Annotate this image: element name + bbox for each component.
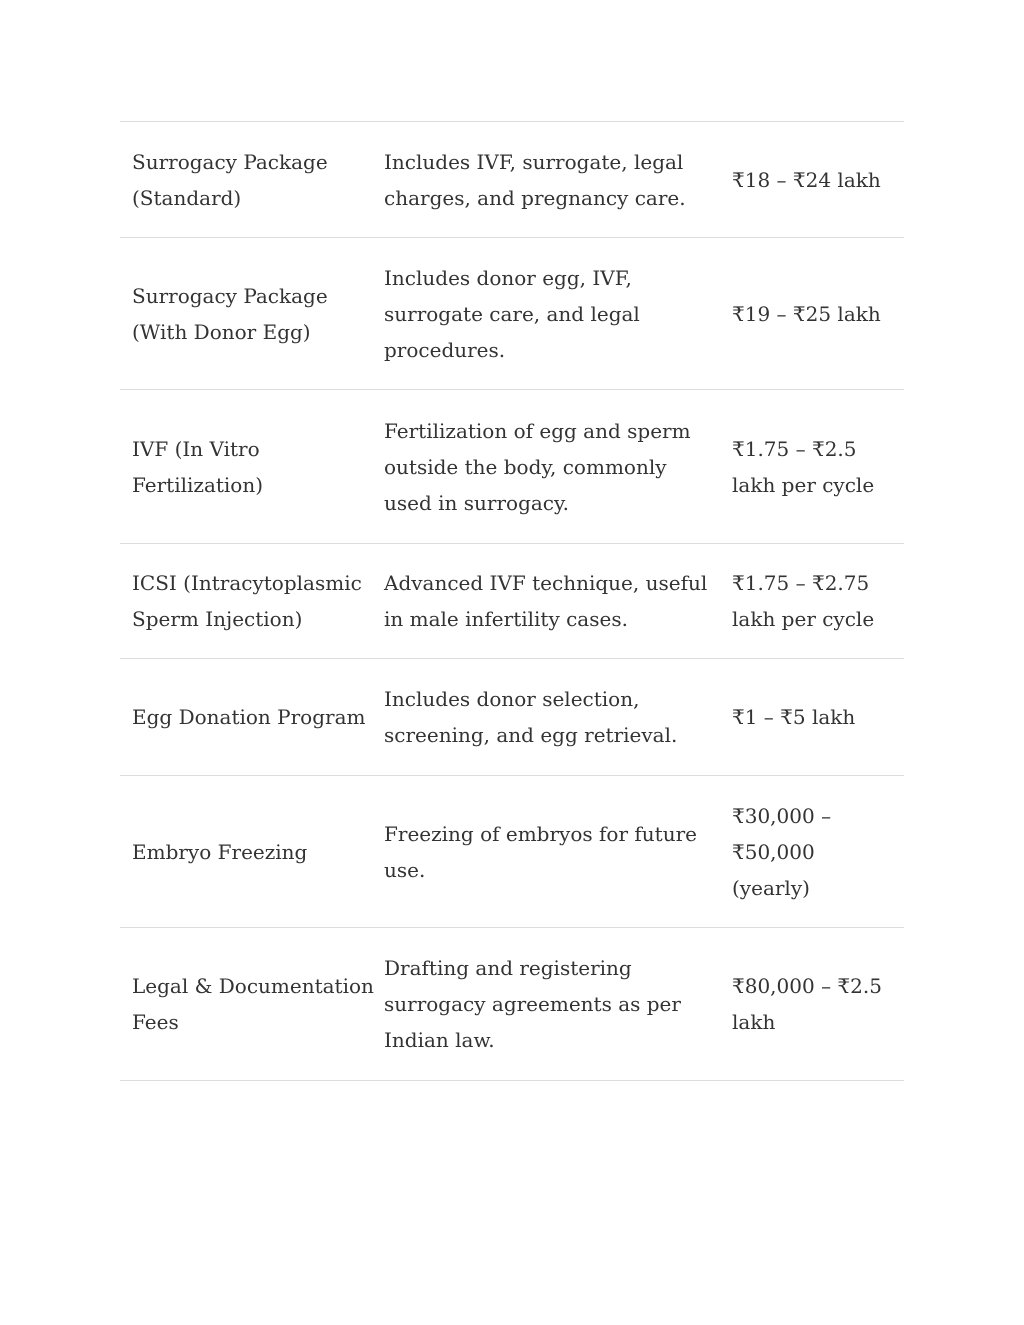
service-description: Includes donor egg, IVF, surrogate care, and legal procedures. <box>384 265 640 362</box>
service-name: Surrogacy Package (With Donor Egg) <box>132 283 328 344</box>
service-name: ICSI (Intracytoplasmic Sperm Injection) <box>132 571 362 631</box>
table-row <box>120 122 904 238</box>
service-description: Fertilization of egg and sperm outside the body, commonly used in surrogacy. <box>384 418 691 515</box>
table-row <box>120 776 904 928</box>
table-row <box>120 659 904 776</box>
service-description: Freezing of embryos for future use. <box>384 821 697 882</box>
service-name: Embryo Freezing <box>132 839 308 864</box>
service-name: Legal & Documentation Fees <box>132 974 374 1034</box>
table-row <box>120 928 904 1081</box>
service-cost: ₹30,000 – ₹50,000 (yearly) <box>732 803 832 900</box>
service-cost: ₹1 – ₹5 lakh <box>732 705 856 729</box>
service-cost: ₹80,000 – ₹2.5 lakh <box>732 974 882 1034</box>
service-description: Advanced IVF technique, useful in male infertility cases. <box>384 571 708 631</box>
service-description: Includes IVF, surrogate, legal charges, and pregnancy care. <box>384 149 686 210</box>
service-description: Drafting and registering surrogacy agreements as per Indian law. <box>384 956 681 1052</box>
service-cost: ₹1.75 – ₹2.75 lakh per cycle <box>732 571 875 631</box>
service-description: Includes donor selection, screening, and egg retrieval. <box>384 687 678 747</box>
service-cost: ₹1.75 – ₹2.5 lakh per cycle <box>732 436 875 497</box>
table-row <box>120 544 904 659</box>
service-cost: ₹19 – ₹25 lakh <box>732 301 881 326</box>
cost-table <box>120 121 904 1081</box>
service-cost: ₹18 – ₹24 lakh <box>732 167 881 192</box>
table-row <box>120 238 904 390</box>
service-name: Egg Donation Program <box>132 705 366 729</box>
service-name: IVF (In Vitro Fertilization) <box>132 436 264 497</box>
service-name: Surrogacy Package (Standard) <box>132 149 328 210</box>
table-row <box>120 390 904 544</box>
